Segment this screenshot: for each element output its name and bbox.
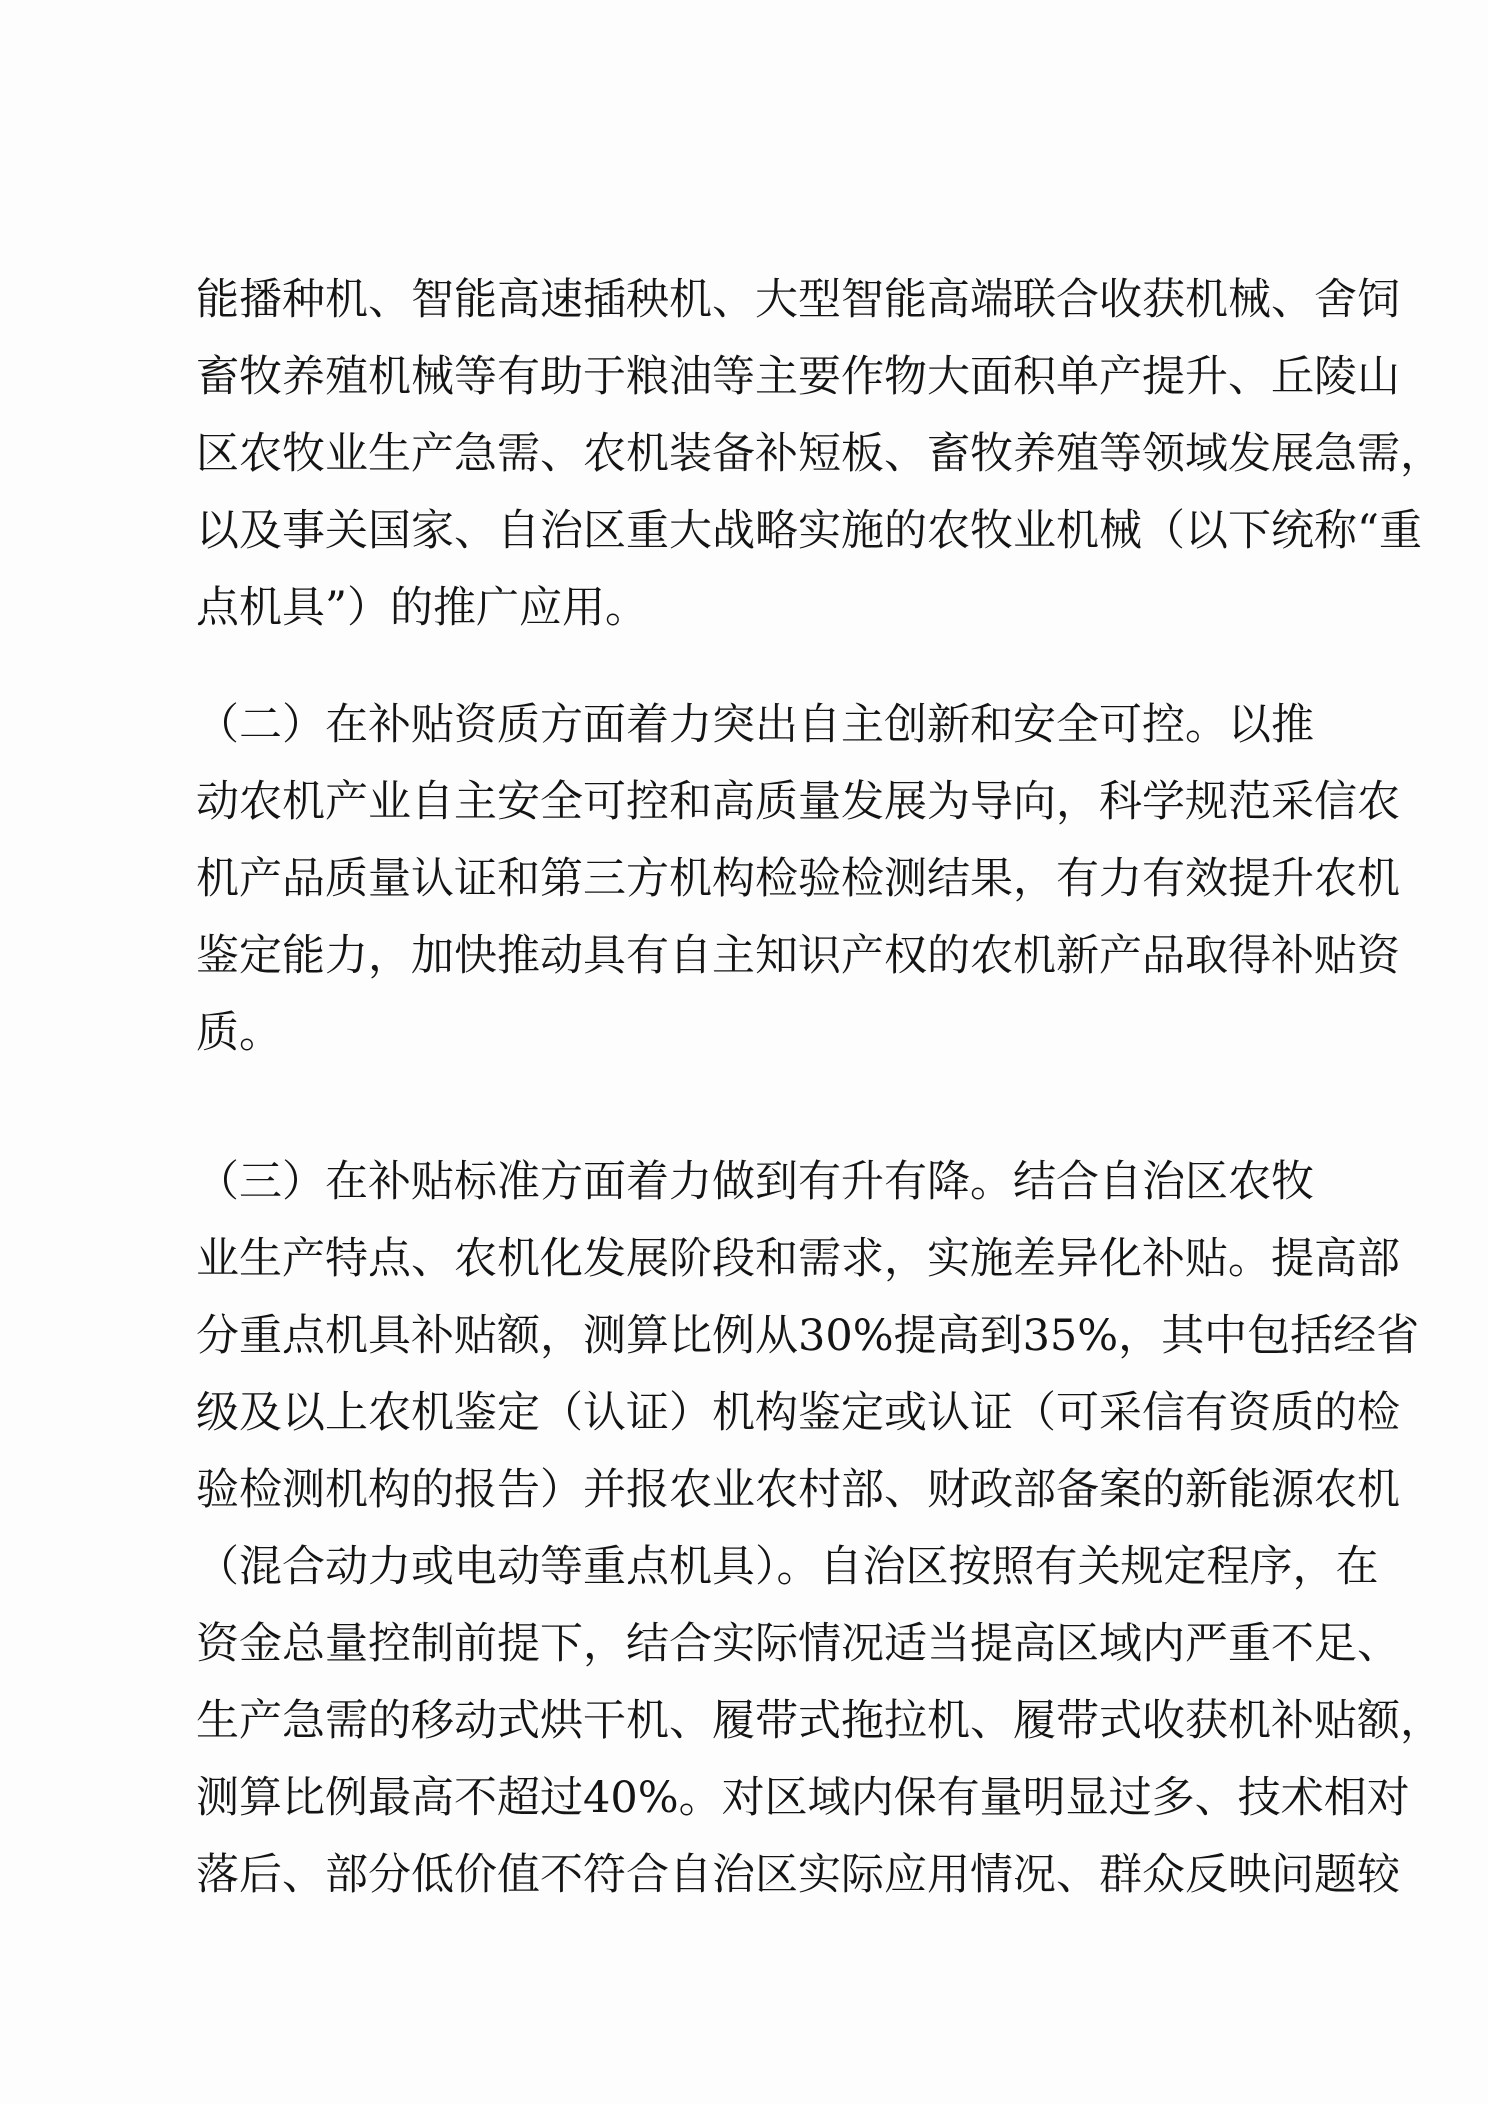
text-line: 级及以上农机鉴定（认证）机构鉴定或认证（可采信有资质的检	[196, 1388, 1400, 1438]
text-line: 资金总量控制前提下，结合实际情况适当提高区域内严重不足、	[196, 1619, 1400, 1669]
text-line: 能播种机、智能高速插秧机、大型智能高端联合收获机械、舍饲	[196, 275, 1400, 325]
paragraph-3	[196, 1144, 1443, 1914]
text-line: 区农牧业生产急需、农机装备补短板、畜牧养殖等领域发展急需，	[196, 429, 1443, 479]
text-line: （二）在补贴资质方面着力突出自主创新和安全可控。以推	[196, 700, 1314, 750]
text-line: 业生产特点、农机化发展阶段和需求，实施差异化补贴。提高部	[196, 1234, 1400, 1284]
text-line: 测算比例最高不超过40%。对区域内保有量明显过多、技术相对	[196, 1773, 1410, 1823]
text-line: 畜牧养殖机械等有助于粮油等主要作物大面积单产提升、丘陵山	[196, 352, 1400, 402]
text-line: 分重点机具补贴额，测算比例从30%提高到35%，其中包括经省	[196, 1311, 1420, 1361]
text-line: 生产急需的移动式烘干机、履带式拖拉机、履带式收获机补贴额，	[196, 1696, 1443, 1746]
text-line: 验检测机构的报告）并报农业农村部、财政部备案的新能源农机	[196, 1465, 1400, 1515]
paragraph-gap	[196, 647, 1296, 687]
paragraph-gap	[196, 1072, 1296, 1144]
text-line: 机产品质量认证和第三方机构检验检测结果，有力有效提升农机	[196, 854, 1400, 904]
text-line: （三）在补贴标准方面着力做到有升有降。结合自治区农牧	[196, 1157, 1314, 1207]
paragraph-2	[196, 687, 1400, 1072]
text-line: 动农机产业自主安全可控和高质量发展为导向，科学规范采信农	[196, 777, 1400, 827]
text-line: 鉴定能力，加快推动具有自主知识产权的农机新产品取得补贴资	[196, 931, 1400, 981]
text-line: 以及事关国家、自治区重大战略实施的农牧业机械（以下统称“重	[196, 506, 1422, 556]
document-body	[196, 262, 1443, 1914]
text-line: 质。	[196, 1008, 282, 1058]
text-line: （混合动力或电动等重点机具）。自治区按照有关规定程序，在	[196, 1542, 1379, 1592]
text-line: 落后、部分低价值不符合自治区实际应用情况、群众反映问题较	[196, 1850, 1400, 1900]
paragraph-1	[196, 262, 1443, 647]
text-line: 点机具”）的推广应用。	[196, 583, 648, 633]
